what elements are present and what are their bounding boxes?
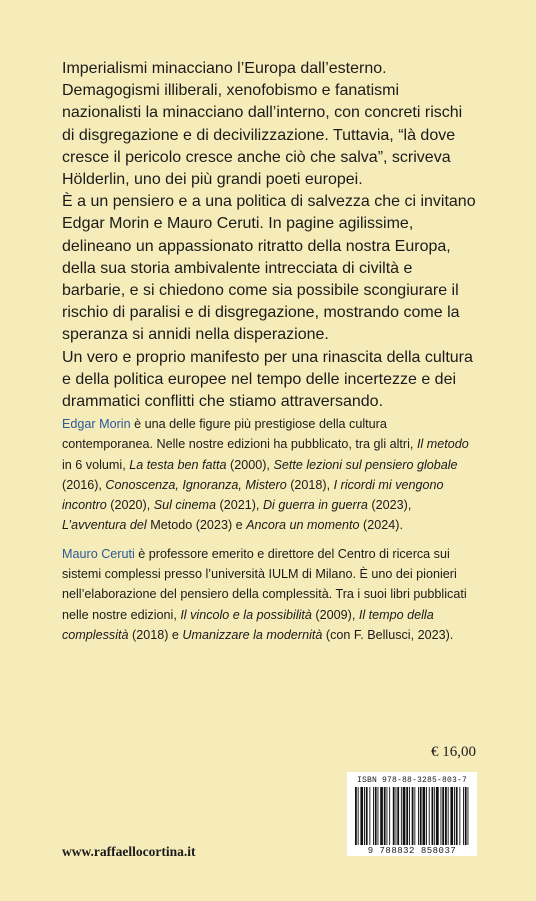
barcode-bar <box>450 787 453 845</box>
barcode-bar <box>355 787 357 845</box>
bio-text: è una delle figure più prestigiose della cultura contemporanea. Nelle nostre edizioni ha pubblicato, tra gli altri, <box>62 417 417 452</box>
barcode-bar <box>406 787 408 845</box>
bio-text: (2023) e <box>192 518 247 533</box>
barcode-bars <box>351 787 473 845</box>
barcode-bar <box>442 787 444 845</box>
bio-text: (con F. Bellusci, 2023). <box>322 627 454 642</box>
barcode-bar <box>448 787 449 845</box>
barcode-bar <box>375 787 377 845</box>
bio-text: (2000), <box>226 457 274 472</box>
bio-text: (2024). <box>359 518 403 533</box>
bio-text: (2018), <box>286 477 334 492</box>
price-label: € 16,00 <box>431 744 476 760</box>
bio-text: (2016), <box>62 477 106 492</box>
barcode-bar <box>432 787 434 845</box>
book-title: L’avventura del <box>62 518 147 533</box>
barcode-bar <box>401 787 402 845</box>
barcode-bar <box>454 787 455 845</box>
author-bios <box>62 414 478 653</box>
book-title: I ricordi mi vengono incontro <box>62 477 444 513</box>
book-title: Conoscenza, Ignoranza, Mistero <box>105 477 287 492</box>
barcode-bar <box>380 787 383 845</box>
blurb-paragraph-3: Un vero e proprio manifesto per una rinascita della cultura e della politica europee nel tempo delle incertezze e dei drammatici conflitti che stiamo attraversando. <box>62 348 473 411</box>
book-title: Il tempo della complessità <box>62 607 434 642</box>
book-title: Il metodo <box>416 437 469 452</box>
barcode-bar <box>420 787 422 845</box>
barcode-bar <box>366 787 368 845</box>
bio-morin <box>62 414 478 536</box>
barcode-digits: 9 788832 858037 <box>367 846 457 856</box>
barcode-bar <box>418 787 419 845</box>
book-title: Sette lezioni sul pensiero globale <box>273 457 458 472</box>
bio-text: (2021), <box>216 498 263 513</box>
barcode-bar <box>456 787 458 845</box>
barcode-bar <box>358 787 359 845</box>
publisher-website: www.raffaellocortina.it <box>62 844 196 859</box>
book-title: Sul cinema <box>153 498 217 513</box>
barcode-bar <box>373 787 374 845</box>
book-title-roman: Metodo <box>146 518 193 533</box>
isbn-barcode <box>347 772 477 856</box>
barcode-bar <box>423 787 426 845</box>
book-title: La testa ben fatta <box>129 457 227 472</box>
barcode-bar <box>364 787 365 845</box>
barcode-bar <box>393 787 395 845</box>
bio-text: (2018) e <box>128 627 183 642</box>
bio-text: è professore emerito e direttore del Centro di ricerca sui sistemi complessi presso l’università IULM di Milano. È uno dei pionieri nell’elaborazione del pensiero della complessità. Tra i suoi libri pubblicati nelle nostre edizioni, <box>62 546 467 622</box>
isbn-number: ISBN 978-88-3285-803-7 <box>356 776 468 785</box>
barcode-bar <box>441 787 442 845</box>
bio-text: (2020), <box>106 498 154 513</box>
barcode-bar <box>403 787 406 845</box>
barcode-bar <box>468 787 469 845</box>
barcode-bar <box>465 787 467 845</box>
barcode-bar <box>378 787 379 845</box>
author-name-morin: Edgar Morin <box>62 417 131 431</box>
barcode-bar <box>369 787 370 845</box>
barcode-bar <box>459 787 460 845</box>
barcode-bar <box>360 787 363 845</box>
bio-text: in 6 volumi, <box>62 457 130 472</box>
author-name-ceruti: Mauro Ceruti <box>62 546 135 561</box>
blurb-paragraph-1: Imperialismi minacciano l’Europa dall’esterno. Demagogismi illiberali, xenofobismo e fanatismi nazionalisti la minacciano dall’interno, con concreti rischi di disgregazione e di decivilizzazione. Tuttavia, “là dove cresce il pericolo cresce anche ciò che salva”, scriveva Hölderlin, uno dei più grandi poeti europei. <box>62 60 463 189</box>
barcode-bar <box>412 787 414 845</box>
back-cover-blurb <box>62 58 478 413</box>
barcode-bar <box>409 787 410 845</box>
barcode-bar <box>426 787 427 845</box>
barcode-bar <box>436 787 439 845</box>
barcode-bar <box>389 787 390 845</box>
bio-text: (2023), <box>367 498 412 513</box>
barcode-bar <box>384 787 386 845</box>
barcode-bar <box>445 787 447 845</box>
barcode-bar <box>463 787 464 845</box>
barcode-bar <box>414 787 415 845</box>
book-title: Il vincolo e la possibilità <box>180 607 312 622</box>
barcode-bar <box>396 787 397 845</box>
barcode-bar <box>387 787 388 845</box>
barcode-bar <box>434 787 435 845</box>
barcode-bar <box>429 787 430 845</box>
bio-text: (2009), <box>311 607 359 622</box>
bio-ceruti <box>62 544 478 645</box>
book-title: Ancora un momento <box>246 518 360 533</box>
book-title: Umanizzare la modernità <box>182 627 323 642</box>
book-title: Di guerra in guerra <box>262 498 368 513</box>
barcode-bar <box>397 787 399 845</box>
blurb-paragraph-2: È a un pensiero e a una politica di salvezza che ci invitano Edgar Morin e Mauro Ceruti. In pagine agilissime, delineano un appassionato ritratto della nostra Europa, della sua storia ambivalente intrecciata di civiltà e barbarie, e si chiedono come sia possibile scongiurare il rischio di paralisi e di disgregazione, mostrando come la speranza si annidi nella disperazione. <box>62 193 476 344</box>
